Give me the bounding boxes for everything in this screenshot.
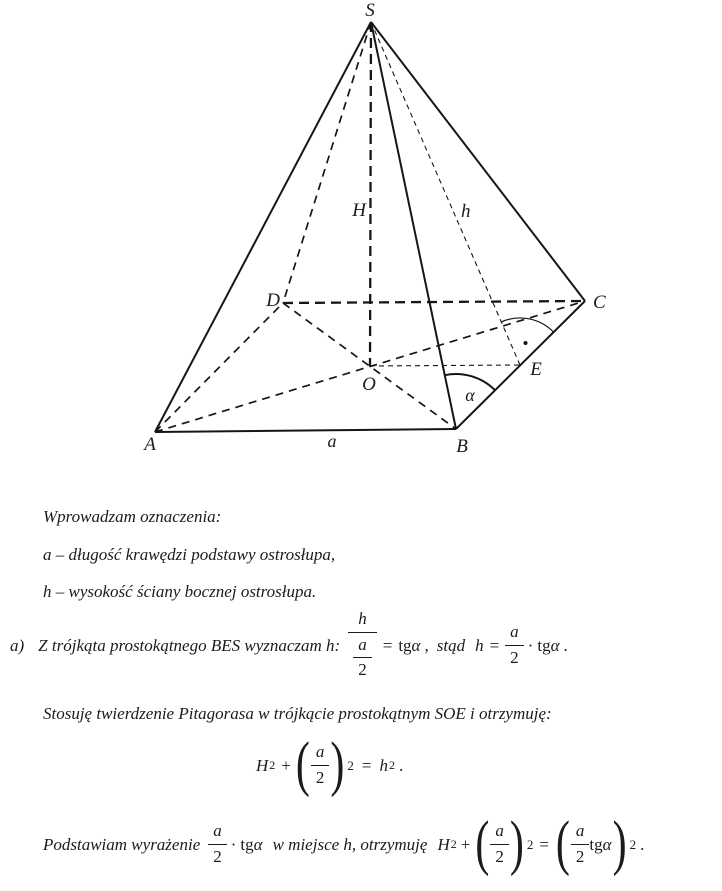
label-O: O — [362, 374, 376, 395]
part-a-lead: Z trójkąta prostokątnego BES wyznaczam h: — [38, 635, 341, 655]
notation-h-def: h – wysokość ściany bocznej ostrosłupa. — [43, 582, 317, 601]
label-D: D — [266, 290, 280, 311]
edge-AD — [155, 303, 283, 432]
label-a: a — [327, 431, 337, 451]
tg-alpha: tg α — [537, 635, 560, 655]
edge-AB — [155, 429, 456, 432]
stad-word: stąd — [436, 635, 466, 655]
edge-SA — [155, 22, 371, 432]
edge-SC — [371, 22, 585, 301]
label-C: C — [593, 292, 606, 313]
h-squared: h 2 — [379, 755, 395, 775]
fraction-a-half: $\frac{a}{2}$ — [311, 742, 330, 788]
final-lead2: w miejsce h, otrzymuję — [272, 834, 428, 854]
pythagoras-lead: Stosuję twierdzenie Pitagorasa w trójkącie prostokątnym SOE i otrzymuję: — [43, 704, 552, 723]
pythagoras-formula: H 2 + ( $\frac{a}{2}$ ) 2 = h 2 . — [256, 731, 404, 799]
slant-SE — [371, 22, 520, 365]
fraction-a-half: $\frac{a}{2}$ — [505, 622, 524, 668]
equals-sign: = — [539, 834, 549, 854]
fraction-h-over-a-half: $\frac{h}{\frac{a}{2}}$ — [348, 609, 377, 680]
label-A: A — [144, 434, 156, 455]
H-squared: H 2 — [437, 834, 457, 854]
fraction-a-half: $\frac{a}{2}$ — [490, 821, 509, 867]
plus-sign: + — [460, 834, 471, 854]
label-h: h — [461, 201, 471, 222]
edge-SB — [371, 22, 456, 429]
paren-exponent-2: 2 — [629, 836, 637, 852]
paren-exponent: 2 — [347, 757, 354, 773]
label-alpha: α — [465, 385, 475, 405]
period: . — [563, 635, 568, 655]
notation-intro: Wprowadzam oznaczenia: — [43, 507, 222, 526]
plus-sign: + — [281, 755, 291, 775]
period: . — [398, 755, 404, 775]
H-squared: H 2 — [256, 755, 276, 775]
label-H: H — [352, 200, 366, 221]
label-B: B — [456, 436, 468, 457]
right-angle-dot — [524, 341, 528, 345]
final-lead1: Podstawiam wyrażenie — [43, 834, 201, 854]
paren-exponent: 2 — [526, 836, 534, 852]
height-SO — [370, 22, 371, 366]
label-S: S — [365, 0, 375, 21]
final-line: Podstawiam wyrażenie $\frac{a}{2}$ · tg α w miejsce h, otrzymuję H 2 + ( $\frac{a}{2}$ ) 2 = ( $\frac{a}{2}$ tg α ) 2 . — [43, 810, 645, 878]
period: . — [640, 834, 645, 854]
label-E: E — [530, 359, 542, 380]
part-a-marker: a) — [10, 635, 25, 655]
tg-alpha: tg α — [240, 834, 263, 854]
segment-OE — [370, 365, 520, 366]
part-a-line — [10, 607, 568, 683]
notation-block — [43, 498, 335, 611]
fraction-a-half-2: $\frac{a}{2}$ — [571, 821, 590, 867]
edge-DC — [283, 301, 585, 303]
h-equals: h = — [475, 635, 500, 655]
tg-alpha-2: tg α — [589, 834, 612, 854]
equals-tg-alpha: = tg α , — [382, 635, 429, 655]
notation-a-def: a – długość krawędzi podstawy ostrosłupa, — [43, 544, 336, 564]
cdot: · — [230, 834, 237, 854]
fraction-a-half: $\frac{a}{2}$ — [208, 821, 227, 867]
cdot: · — [527, 635, 534, 655]
equals-sign: = — [361, 755, 372, 775]
